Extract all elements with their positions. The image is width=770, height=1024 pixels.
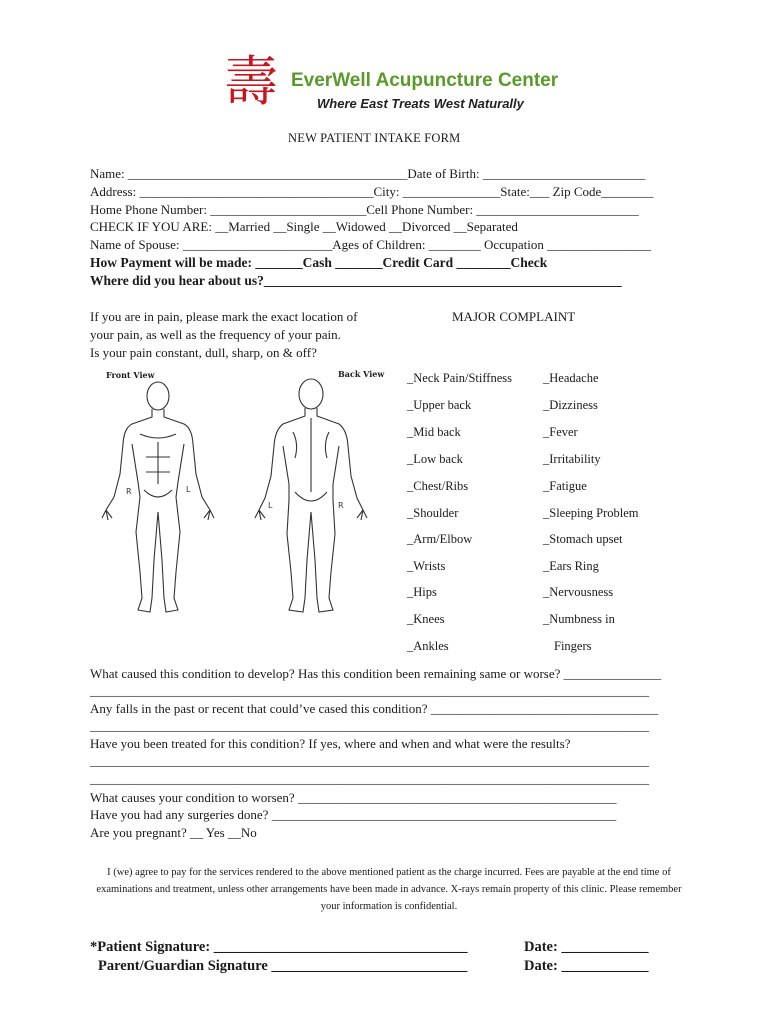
complaint-irritability[interactable]: _Irritability [543,452,601,466]
question-cause[interactable]: What caused this condition to develop? Has this condition been remaining same or worse? _______________ [90,666,662,681]
address-line[interactable]: Address: ____________________________________City: _______________State:___ Zip Code________ [90,184,654,199]
complaint-ears-ring[interactable]: _Ears Ring [543,559,599,573]
front-view-label: Front View [106,370,155,380]
question-treated[interactable]: Have you been treated for this condition? If yes, where and when and what were the results? [90,736,571,751]
question-falls[interactable]: Any falls in the past or recent that could’ve cased this condition? ___________________________________ [90,701,659,716]
body-diagram[interactable] [96,372,386,632]
complaint-numbness[interactable]: _Numbness in [543,612,615,626]
answer-line[interactable]: ______________________________________________________________________________________ [90,771,649,786]
spouse-line[interactable]: Name of Spouse: _______________________Ages of Children: ________ Occupation ________________ [90,237,652,252]
complaint-shoulder[interactable]: _Shoulder [407,506,459,520]
question-pregnant[interactable]: Are you pregnant? __ Yes __No [90,825,257,840]
complaint-hips[interactable]: _Hips [407,585,437,599]
form-title: NEW PATIENT INTAKE FORM [288,131,461,145]
pain-intro-2: your pain, as well as the frequency of your pain. [90,327,341,342]
payment-line[interactable]: How Payment will be made: _______Cash _______Credit Card ________Check [90,255,548,270]
complaint-stomach[interactable]: _Stomach upset [543,532,623,546]
pain-intro-3: Is your pain constant, dull, sharp, on & off? [90,345,317,360]
back-r-marker: R [338,501,344,510]
back-figure[interactable] [255,379,367,612]
question-surgeries[interactable]: Have you had any surgeries done? _____________________________________________________ [90,807,617,822]
complaint-arm-elbow[interactable]: _Arm/Elbow [407,532,473,546]
complaint-low-back[interactable]: _Low back [407,452,463,466]
patient-signature-line[interactable]: *Patient Signature: ___________________________________ [90,939,468,955]
back-l-marker: L [268,501,273,510]
question-worsen[interactable]: What causes your condition to worsen? _________________________________________________ [90,790,617,805]
complaint-mid-back[interactable]: _Mid back [407,425,461,439]
complaint-upper-back[interactable]: _Upper back [407,398,472,412]
guardian-signature-line[interactable]: Parent/Guardian Signature ___________________________ [98,958,468,974]
major-complaint-heading: MAJOR COMPLAINT [452,309,576,324]
patient-date-line[interactable]: Date: ____________ [524,939,649,955]
marital-status-line[interactable]: CHECK IF YOU ARE: __Married __Single __Widowed __Divorced __Separated [90,219,518,234]
answer-line[interactable]: ______________________________________________________________________________________ [90,718,649,733]
phone-line[interactable]: Home Phone Number: ________________________Cell Phone Number: _________________________ [90,202,639,217]
payment-agreement: I (we) agree to pay for the services rendered to the above mentioned patient as the charge incurred. Fees are payable at the end time of examinations and treatment, unless other arrangements have been made in advance. X-rays remain property of this clinic. Please remember your information is confidential. [96,867,682,912]
front-r-marker: R [126,487,132,496]
referral-line[interactable]: Where did you hear about us?_____________________________________________________ [90,273,622,288]
complaint-wrists[interactable]: _Wrists [407,559,446,573]
complaint-chest-ribs[interactable]: _Chest/Ribs [407,479,469,493]
front-l-marker: L [186,485,191,494]
complaint-neck[interactable]: _Neck Pain/Stiffness [407,371,512,385]
complaint-fatigue[interactable]: _Fatigue [543,479,587,493]
name-dob-line[interactable]: Name: ___________________________________________Date of Birth: _________________________ [90,166,646,181]
logo-glyph: 壽 [224,50,278,113]
complaint-sleeping[interactable]: _Sleeping Problem [543,506,639,520]
complaint-ankles[interactable]: _Ankles [407,639,449,653]
answer-line[interactable]: ______________________________________________________________________________________ [90,683,649,698]
complaint-headache[interactable]: _Headache [543,371,599,385]
complaint-numbness-cont: Fingers [554,639,592,653]
clinic-name: EverWell Acupuncture Center [291,70,559,91]
clinic-tagline: Where East Treats West Naturally [317,96,524,111]
answer-line[interactable]: ______________________________________________________________________________________ [90,753,649,768]
guardian-date-line[interactable]: Date: ____________ [524,958,649,974]
complaint-knees[interactable]: _Knees [407,612,445,626]
complaint-dizziness[interactable]: _Dizziness [543,398,598,412]
complaint-nervousness[interactable]: _Nervousness [543,585,614,599]
front-figure[interactable] [102,382,214,612]
pain-intro-1: If you are in pain, please mark the exact location of [90,309,358,324]
complaint-fever[interactable]: _Fever [543,425,578,439]
back-view-label: Back View [338,369,385,379]
